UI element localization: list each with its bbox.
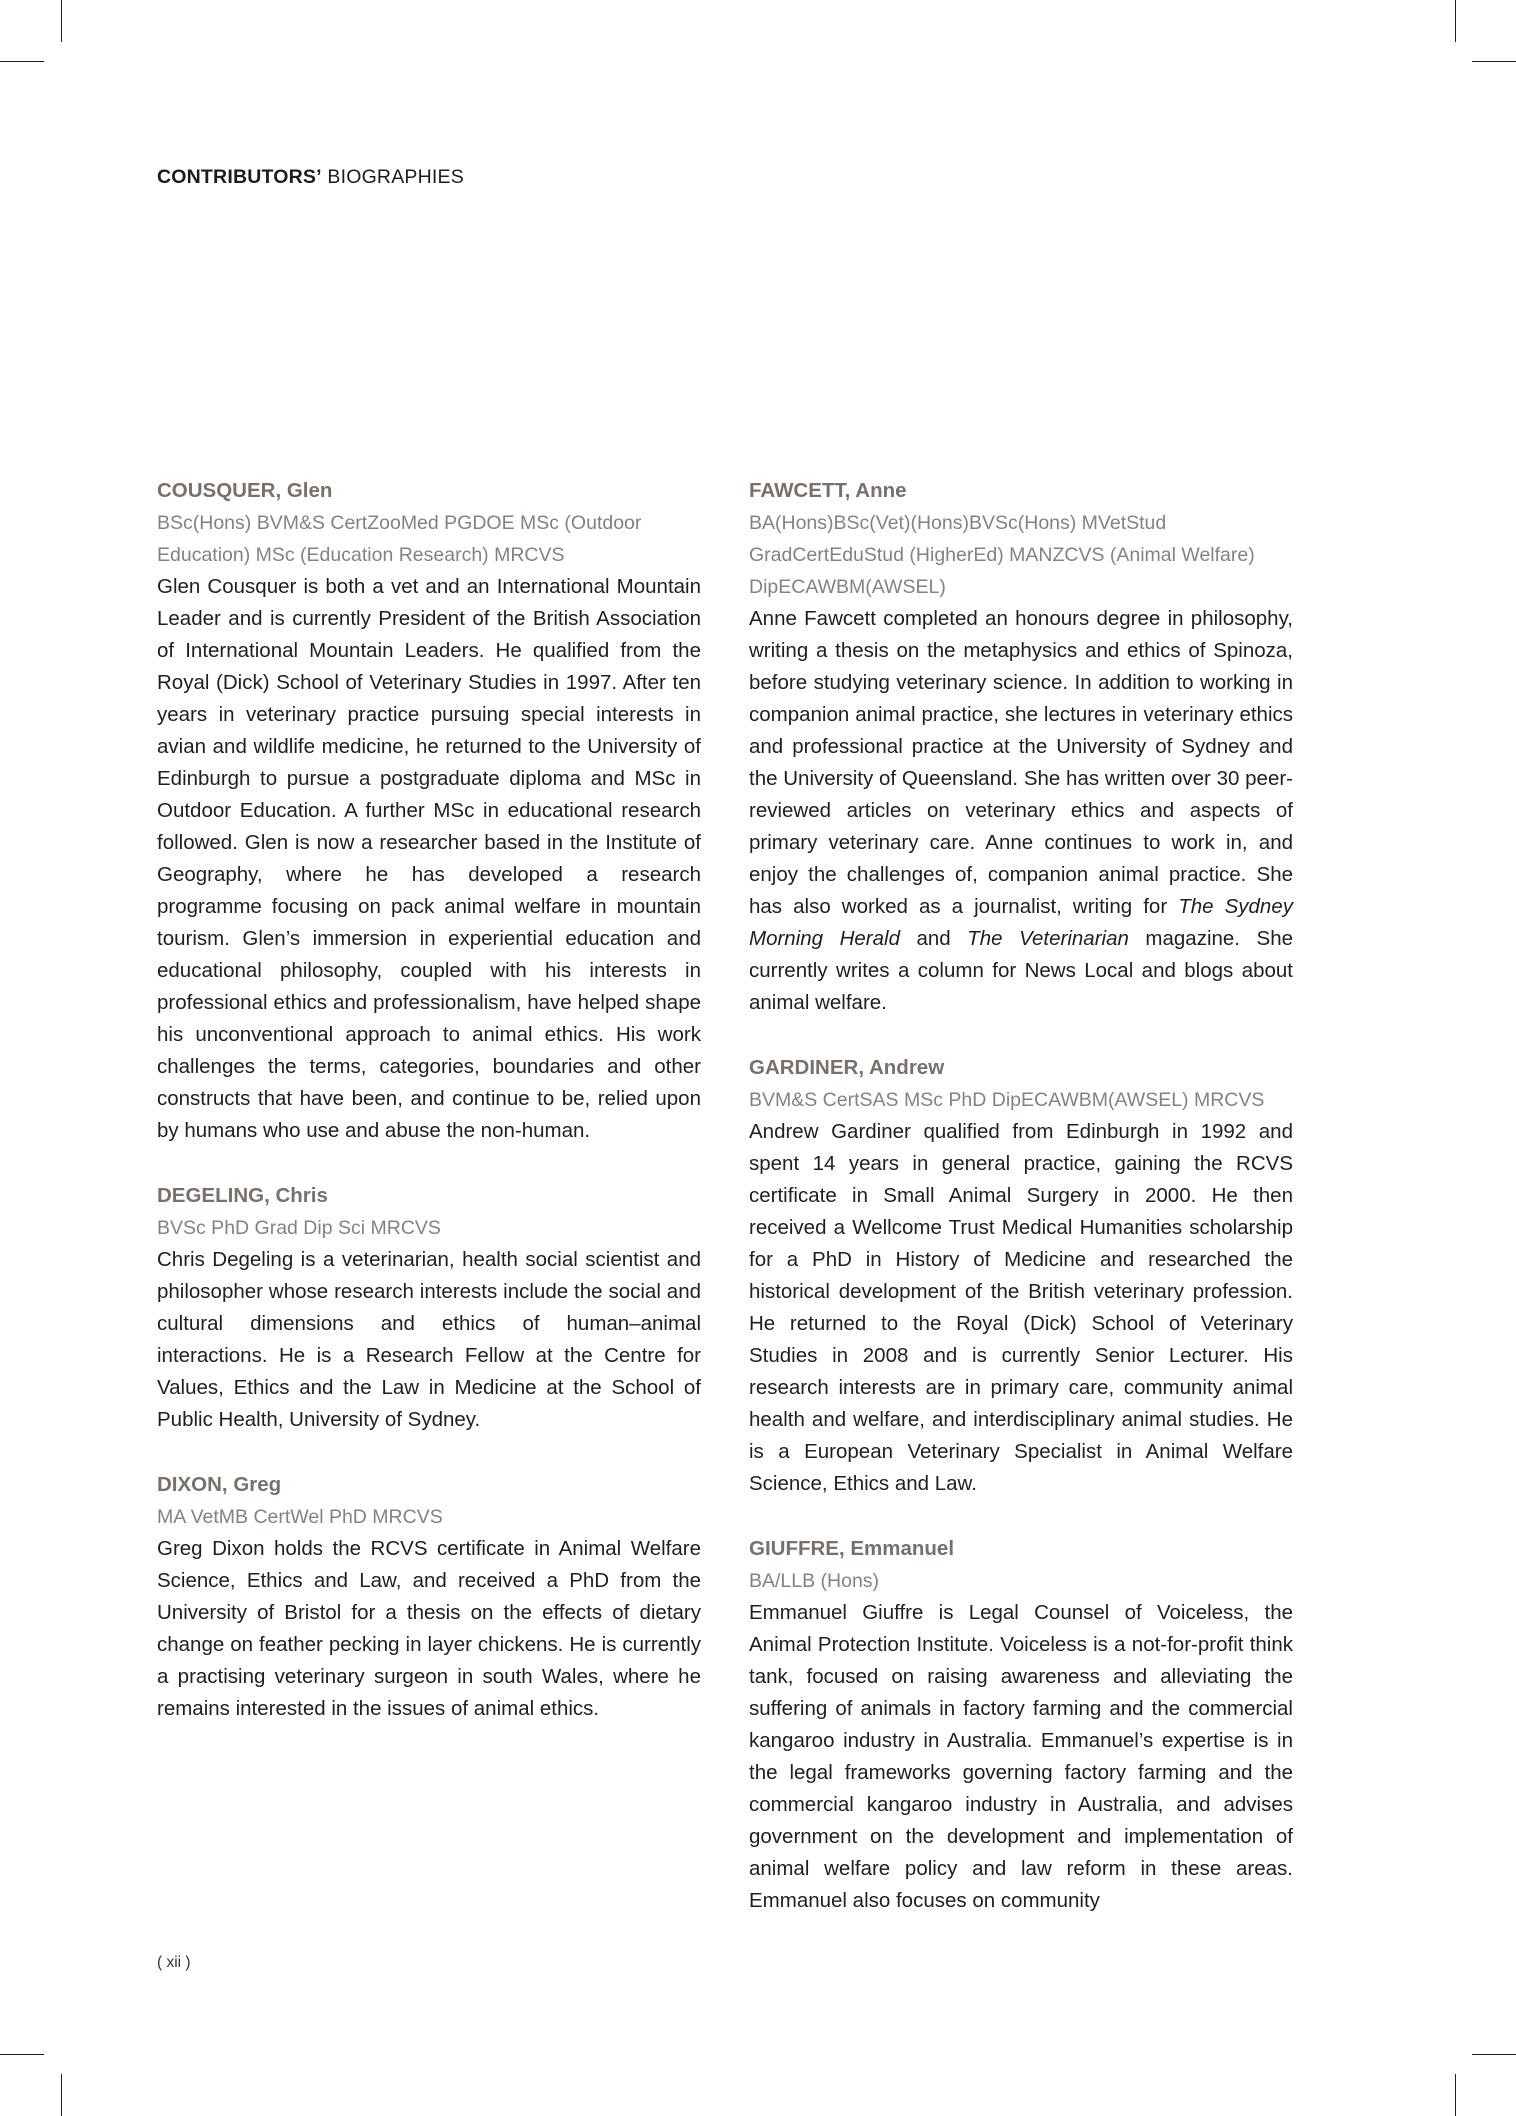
left-column	[157, 475, 701, 1758]
crop-mark	[1472, 2054, 1516, 2055]
contributor-qualifications: BA(Hons)BSc(Vet)(Hons)BVSc(Hons) MVetStud GradCertEduStud (HigherEd) MANZCVS (Animal Welfare) DipECAWBM(AWSEL)	[749, 512, 1255, 598]
crop-mark	[0, 2054, 44, 2055]
contributor-entry	[157, 1469, 701, 1725]
crop-mark	[1455, 0, 1456, 42]
contributor-bio: Greg Dixon holds the RCVS certificate in Animal Welfare Science, Ethics and Law, and received a PhD from the University of Bristol for a thesis on the effects of dietary change on feather pecking in layer chickens. He is currently a practising veterinary surgeon in south Wales, where he remains interested in the issues of animal ethics.	[157, 1537, 701, 1720]
contributor-qualifications: BA/LLB (Hons)	[749, 1570, 880, 1592]
bio-text: magazine. She currently writes a column for News Local and blogs about animal welfare.	[749, 927, 1293, 1014]
contributor-bio: Andrew Gardiner qualified from Edinburgh in 1992 and spent 14 years in general practice, gaining the RCVS certificate in Small Animal Surgery in 2000. He then received a Wellcome Trust Medical Humanities scholarship for a PhD in History of Medicine and researched the historical development of the British veterinary profession. He returned to the Royal (Dick) School of Veterinary Studies in 2008 and is currently Senior Lecturer. His research interests are in primary care, community animal health and welfare, and interdisciplinary animal studies. He is a European Veterinary Specialist in Animal Welfare Science, Ethics and Law.	[749, 1120, 1293, 1495]
contributor-name: GIUFFRE, Emmanuel	[749, 1537, 955, 1560]
contributor-qualifications: BVSc PhD Grad Dip Sci MRCVS	[157, 1217, 441, 1239]
page-number: ( xii )	[157, 1954, 191, 1971]
running-head-bold: CONTRIBUTORS’	[157, 166, 322, 188]
contributor-entry	[749, 475, 1293, 1019]
crop-mark	[1472, 61, 1516, 62]
running-head-rest: BIOGRAPHIES	[327, 166, 464, 188]
contributor-entry	[749, 1533, 1293, 1917]
contributor-qualifications: BSc(Hons) BVM&S CertZooMed PGDOE MSc (Outdoor Education) MSc (Education Research) MRCVS	[157, 512, 642, 566]
contributor-qualifications: BVM&S CertSAS MSc PhD DipECAWBM(AWSEL) MRCVS	[749, 1089, 1265, 1111]
contributor-name: FAWCETT, Anne	[749, 479, 907, 502]
crop-mark	[0, 61, 44, 62]
running-head	[157, 166, 464, 189]
crop-mark	[1455, 2074, 1456, 2116]
contributor-name: COUSQUER, Glen	[157, 479, 333, 502]
bio-text: Anne Fawcett completed an honours degree in philosophy, writing a thesis on the metaphysics and ethics of Spinoza, before studying veterinary science. In addition to working in companion animal practice, she lectures in veterinary ethics and professional practice at the University of Sydney and the University of Queensland. She has written over 30 peer-reviewed articles on veterinary ethics and aspects of primary veterinary care. Anne continues to work in, and enjoy the challenges of, companion animal practice. She has also worked as a journalist, writing for	[749, 607, 1293, 918]
contributor-entry	[157, 475, 701, 1147]
contributor-bio: Glen Cousquer is both a vet and an International Mountain Leader and is currently President of the British Association of International Mountain Leaders. He qualified from the Royal (Dick) School of Veterinary Studies in 1997. After ten years in veterinary practice pursuing special interests in avian and wildlife medicine, he returned to the University of Edinburgh to pursue a postgraduate diploma and MSc in Outdoor Education. A further MSc in educational research followed. Glen is now a researcher based in the Institute of Geography, where he has developed a research programme focusing on pack animal welfare in mountain tourism. Glen’s immersion in experiential education and educational philosophy, coupled with his interests in professional ethics and professionalism, have helped shape his unconventional approach to animal ethics. His work challenges the terms, categories, boundaries and other constructs that have been, and continue to be, relied upon by humans who use and abuse the non-human.	[157, 575, 701, 1142]
contributor-bio	[749, 603, 1293, 1019]
contributor-qualifications: MA VetMB CertWel PhD MRCVS	[157, 1506, 443, 1528]
crop-mark	[61, 0, 62, 42]
contributor-name: DIXON, Greg	[157, 1473, 282, 1496]
contributor-name: GARDINER, Andrew	[749, 1056, 945, 1079]
contributor-bio: Chris Degeling is a veterinarian, health social scientist and philosopher whose research interests include the social and cultural dimensions and ethics of human–animal interactions. He is a Research Fellow at the Centre for Values, Ethics and the Law in Medicine at the School of Public Health, University of Sydney.	[157, 1248, 701, 1431]
publication-title: The Veterinarian	[967, 927, 1129, 950]
contributor-entry	[157, 1180, 701, 1436]
bio-text: and	[899, 927, 968, 950]
contributor-name: DEGELING, Chris	[157, 1184, 328, 1207]
publication-title: The Sydney Morning Herald	[749, 895, 1293, 950]
crop-mark	[61, 2074, 62, 2116]
contributor-bio: Emmanuel Giuffre is Legal Counsel of Voiceless, the Animal Protection Institute. Voiceless is a not-for-profit think tank, focused on raising awareness and alleviating the suffering of animals in factory farming and the commercial kangaroo industry in Australia. Emmanuel’s expertise is in the legal frameworks governing factory farming and the commercial kangaroo industry in Australia, and advises government on the development and implementation of animal welfare policy and law reform in these areas. Emmanuel also focuses on community	[749, 1601, 1293, 1912]
contributor-entry	[749, 1052, 1293, 1500]
right-column	[749, 475, 1293, 1950]
